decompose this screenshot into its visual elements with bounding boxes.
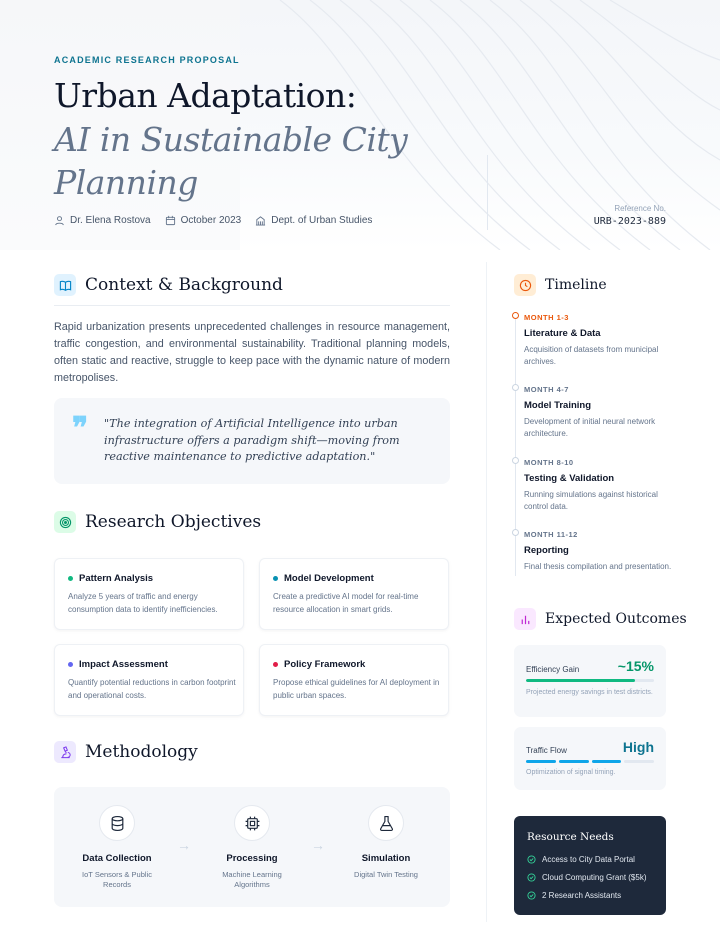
step-desc: Machine Learning Algorithms (222, 870, 282, 889)
database-icon (109, 815, 126, 832)
objective-card (54, 558, 244, 630)
objective-title (273, 573, 374, 584)
timeline-month: MONTH 4-7 (524, 385, 569, 394)
microscope-icon (59, 746, 72, 759)
meta-row (54, 215, 372, 226)
timeline-header (514, 274, 607, 296)
methodology-title: Methodology (85, 742, 198, 762)
author-meta (54, 215, 151, 226)
timeline-line (515, 318, 516, 576)
user-icon (54, 215, 65, 226)
objective-title (273, 659, 365, 670)
timeline-title: Timeline (545, 277, 607, 293)
timeline-dot (512, 457, 519, 464)
outcomes-title: Expected Outcomes (545, 611, 687, 627)
resource-item (527, 873, 647, 882)
context-rule (54, 305, 450, 306)
timeline-item-title: Model Training (524, 400, 592, 411)
column-divider (486, 262, 487, 922)
author-name: Dr. Elena Rostova (70, 215, 151, 226)
objective-title-text: Impact Assessment (79, 659, 168, 670)
timeline-month: MONTH 1-3 (524, 313, 569, 322)
check-circle-icon (527, 891, 536, 900)
step-title: Simulation (361, 853, 411, 864)
objective-card (54, 644, 244, 716)
target-icon (59, 516, 72, 529)
objective-title-text: Policy Framework (284, 659, 366, 670)
efficiency-label: Efficiency Gain (526, 665, 580, 674)
resource-item-text: Cloud Computing Grant ($5k) (542, 873, 647, 882)
resource-needs-title: Resource Needs (527, 831, 614, 843)
calendar-icon (165, 215, 176, 226)
step-icon-circle (368, 805, 404, 841)
objective-title (68, 573, 153, 584)
timeline-dot (512, 384, 519, 391)
objectives-icon-box (54, 511, 76, 533)
timeline-item-desc: Final thesis compilation and presentation. (524, 562, 672, 571)
step-icon-circle (234, 805, 270, 841)
step-title: Processing (226, 853, 278, 864)
quote-text: "The integration of Artificial Intelligence into urban infrastructure offers a paradigm shift—moving from reactive maintenance to predictive adaptation." (104, 417, 400, 463)
resource-item-text: Access to City Data Portal (542, 855, 635, 864)
step-desc: IoT Sensors & Public Records (82, 870, 152, 889)
book-open-icon (59, 279, 72, 292)
objective-title-text: Model Development (284, 573, 374, 584)
department-meta (255, 215, 372, 226)
timeline-item (524, 530, 674, 573)
objective-dot (68, 576, 73, 581)
objective-dot (273, 662, 278, 667)
objective-card (259, 558, 449, 630)
methodology-flow (54, 787, 450, 907)
resource-item-text: 2 Research Assistants (542, 891, 622, 900)
traffic-label: Traffic Flow (526, 746, 567, 755)
objectives-title: Research Objectives (85, 512, 262, 532)
arrow-right-icon: → (311, 837, 325, 853)
timeline-item-desc: Development of initial neural network architecture. (524, 417, 656, 438)
efficiency-progress-bar (526, 679, 654, 682)
objective-desc: Quantify potential reductions in carbon footprint and operational costs. (68, 678, 236, 700)
traffic-segment (624, 760, 654, 763)
objective-title (68, 659, 168, 670)
traffic-note: Optimization of signal timing. (526, 769, 616, 776)
reference-label: Reference No. (614, 204, 666, 213)
step-desc: Digital Twin Testing (354, 870, 418, 879)
page-subtitle: AI in Sustainable City Planning (54, 120, 408, 202)
objective-desc: Propose ethical guidelines for AI deployment in public urban spaces. (273, 678, 440, 700)
efficiency-card (514, 645, 666, 717)
context-title: Context & Background (85, 275, 283, 295)
proposal-date: October 2023 (180, 215, 242, 226)
traffic-segment (526, 760, 556, 763)
timeline-item (524, 313, 674, 367)
efficiency-note: Projected energy savings in test districts. (526, 689, 653, 696)
timeline-item-title: Testing & Validation (524, 473, 615, 484)
objective-desc: Analyze 5 years of traffic and energy consumption data to identify inefficiencies. (68, 592, 218, 614)
method-step (62, 805, 172, 890)
reference-number: URB-2023-889 (593, 216, 666, 227)
timeline-item (524, 458, 674, 512)
outcomes-header (514, 608, 687, 630)
method-step (331, 805, 441, 880)
department-name: Dept. of Urban Studies (271, 215, 373, 226)
objectives-header (54, 511, 261, 533)
traffic-segment (592, 760, 622, 763)
traffic-segment-bar (526, 760, 654, 763)
timeline-item-desc: Acquisition of datasets from municipal archives. (524, 345, 659, 366)
resource-item (527, 891, 621, 900)
resource-item (527, 855, 635, 864)
efficiency-progress-fill (526, 679, 635, 682)
pull-quote (54, 398, 450, 484)
efficiency-value: ~15% (617, 658, 654, 674)
check-circle-icon (527, 855, 536, 864)
timeline-item (524, 385, 674, 439)
context-header (54, 274, 283, 296)
method-step (197, 805, 307, 890)
check-circle-icon (527, 873, 536, 882)
step-icon-circle (99, 805, 135, 841)
timeline-month: MONTH 8-10 (524, 458, 574, 467)
methodology-header (54, 741, 198, 763)
timeline-item-title: Literature & Data (524, 328, 601, 339)
traffic-card (514, 727, 666, 790)
header-divider (487, 155, 488, 230)
timeline-icon-box (514, 274, 536, 296)
resource-needs-card (514, 816, 666, 915)
objective-card (259, 644, 449, 716)
page-title: Urban Adaptation: (54, 76, 357, 115)
objective-desc: Create a predictive AI model for real-time resource allocation in smart grids. (273, 592, 419, 614)
timeline-item-desc: Running simulations against historical control data. (524, 490, 658, 511)
traffic-value: High (622, 739, 654, 755)
timeline-month: MONTH 11-12 (524, 530, 578, 539)
building-icon (255, 215, 266, 226)
traffic-segment (559, 760, 589, 763)
timeline-dot (512, 529, 519, 536)
clock-icon (519, 279, 532, 292)
eyebrow-label: ACADEMIC RESEARCH PROPOSAL (54, 55, 240, 65)
arrow-right-icon: → (177, 837, 191, 853)
objective-dot (273, 576, 278, 581)
timeline-item-title: Reporting (524, 545, 569, 556)
date-meta (165, 215, 242, 226)
methodology-icon-box (54, 741, 76, 763)
cpu-icon (244, 815, 261, 832)
objective-dot (68, 662, 73, 667)
flask-icon (378, 815, 395, 832)
outcomes-icon-box (514, 608, 536, 630)
objective-title-text: Pattern Analysis (79, 573, 154, 584)
timeline-dot-active (512, 312, 519, 319)
context-body: Rapid urbanization presents unprecedented challenges in resource management, traffic congestion, and environmental sustainability. Traditional planning models, often static and reactive, struggle to keep pace with the dynamic nature of modern metropolises. (54, 321, 450, 384)
bar-chart-icon (519, 613, 532, 626)
context-icon-box (54, 274, 76, 296)
quote-mark-icon: ❞ (72, 411, 89, 446)
step-title: Data Collection (82, 853, 152, 864)
